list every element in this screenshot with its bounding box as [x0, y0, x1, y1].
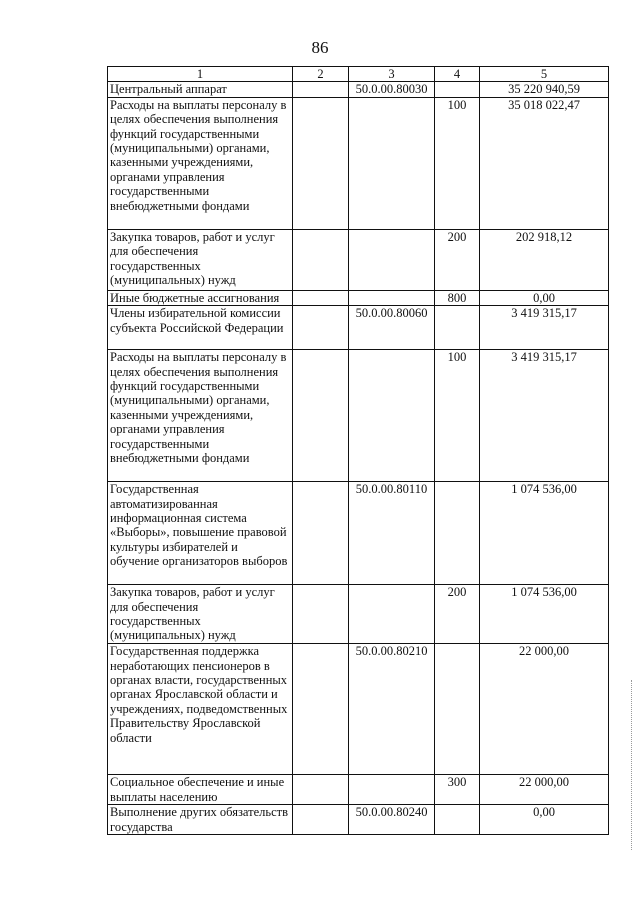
row-section-code — [293, 306, 349, 350]
row-section-code — [293, 97, 349, 229]
row-target-code — [349, 775, 435, 805]
row-name: Государственная поддержка неработающих пенсионеров в органах власти, государственных органах Ярославской области и учреждениях, подведомственных Правительству Ярославской области — [108, 644, 293, 775]
row-target-code — [349, 97, 435, 229]
row-name: Расходы на выплаты персоналу в целях обеспечения выполнения функций государственными (муниципальными) органами, казенными учреждениями, органами управления государственными внебюджетными фондами — [108, 97, 293, 229]
row-expense-type: 100 — [435, 350, 480, 482]
column-header: 2 — [293, 67, 349, 82]
row-amount: 3 419 315,17 — [480, 350, 609, 482]
row-name: Иные бюджетные ассигнования — [108, 290, 293, 305]
row-section-code — [293, 229, 349, 290]
row-amount: 3 419 315,17 — [480, 306, 609, 350]
row-expense-type: 200 — [435, 585, 480, 644]
row-section-code — [293, 350, 349, 482]
row-amount: 35 018 022,47 — [480, 97, 609, 229]
row-name: Закупка товаров, работ и услуг для обеспечения государственных (муниципальных) нужд — [108, 229, 293, 290]
table-row — [108, 97, 609, 229]
row-target-code: 50.0.00.80110 — [349, 482, 435, 585]
row-amount: 202 918,12 — [480, 229, 609, 290]
row-amount: 1 074 536,00 — [480, 482, 609, 585]
table-row — [108, 644, 609, 775]
row-name: Государственная автоматизированная информационная система «Выборы», повышение правовой культуры избирателей и обучение организаторов выборов — [108, 482, 293, 585]
row-section-code — [293, 290, 349, 305]
row-section-code — [293, 805, 349, 835]
row-target-code: 50.0.00.80030 — [349, 82, 435, 97]
row-amount: 0,00 — [480, 290, 609, 305]
row-target-code: 50.0.00.80240 — [349, 805, 435, 835]
budget-table — [107, 66, 609, 835]
table-row — [108, 306, 609, 350]
page-number: 86 — [311, 38, 329, 57]
row-section-code — [293, 585, 349, 644]
row-section-code — [293, 644, 349, 775]
table-row — [108, 775, 609, 805]
table-row — [108, 350, 609, 482]
row-target-code — [349, 290, 435, 305]
row-target-code — [349, 350, 435, 482]
row-expense-type — [435, 82, 480, 97]
row-name: Выполнение других обязательств государства — [108, 805, 293, 835]
row-expense-type — [435, 482, 480, 585]
scan-edge-mark — [631, 680, 634, 850]
row-target-code — [349, 585, 435, 644]
table-header-row — [108, 67, 609, 82]
row-amount: 35 220 940,59 — [480, 82, 609, 97]
row-name: Социальное обеспечение и иные выплаты населению — [108, 775, 293, 805]
row-name: Закупка товаров, работ и услуг для обеспечения государственных (муниципальных) нужд — [108, 585, 293, 644]
row-section-code — [293, 82, 349, 97]
table-row — [108, 585, 609, 644]
row-expense-type: 200 — [435, 229, 480, 290]
table-row — [108, 805, 609, 835]
row-target-code: 50.0.00.80060 — [349, 306, 435, 350]
row-section-code — [293, 482, 349, 585]
table-row — [108, 82, 609, 97]
row-name: Члены избирательной комиссии субъекта Российской Федерации — [108, 306, 293, 350]
column-header: 1 — [108, 67, 293, 82]
row-target-code: 50.0.00.80210 — [349, 644, 435, 775]
table-row — [108, 229, 609, 290]
row-expense-type — [435, 805, 480, 835]
row-target-code — [349, 229, 435, 290]
row-name: Центральный аппарат — [108, 82, 293, 97]
row-amount: 1 074 536,00 — [480, 585, 609, 644]
row-expense-type: 300 — [435, 775, 480, 805]
row-section-code — [293, 775, 349, 805]
row-expense-type: 100 — [435, 97, 480, 229]
row-expense-type — [435, 644, 480, 775]
table-row — [108, 290, 609, 305]
column-header: 4 — [435, 67, 480, 82]
row-expense-type: 800 — [435, 290, 480, 305]
table-row — [108, 482, 609, 585]
column-header: 3 — [349, 67, 435, 82]
column-header: 5 — [480, 67, 609, 82]
row-name: Расходы на выплаты персоналу в целях обеспечения выполнения функций государственными (муниципальными) органами, казенными учреждениями, органами управления государственными внебюджетными фондами — [108, 350, 293, 482]
row-amount: 22 000,00 — [480, 775, 609, 805]
row-amount: 0,00 — [480, 805, 609, 835]
row-amount: 22 000,00 — [480, 644, 609, 775]
row-expense-type — [435, 306, 480, 350]
